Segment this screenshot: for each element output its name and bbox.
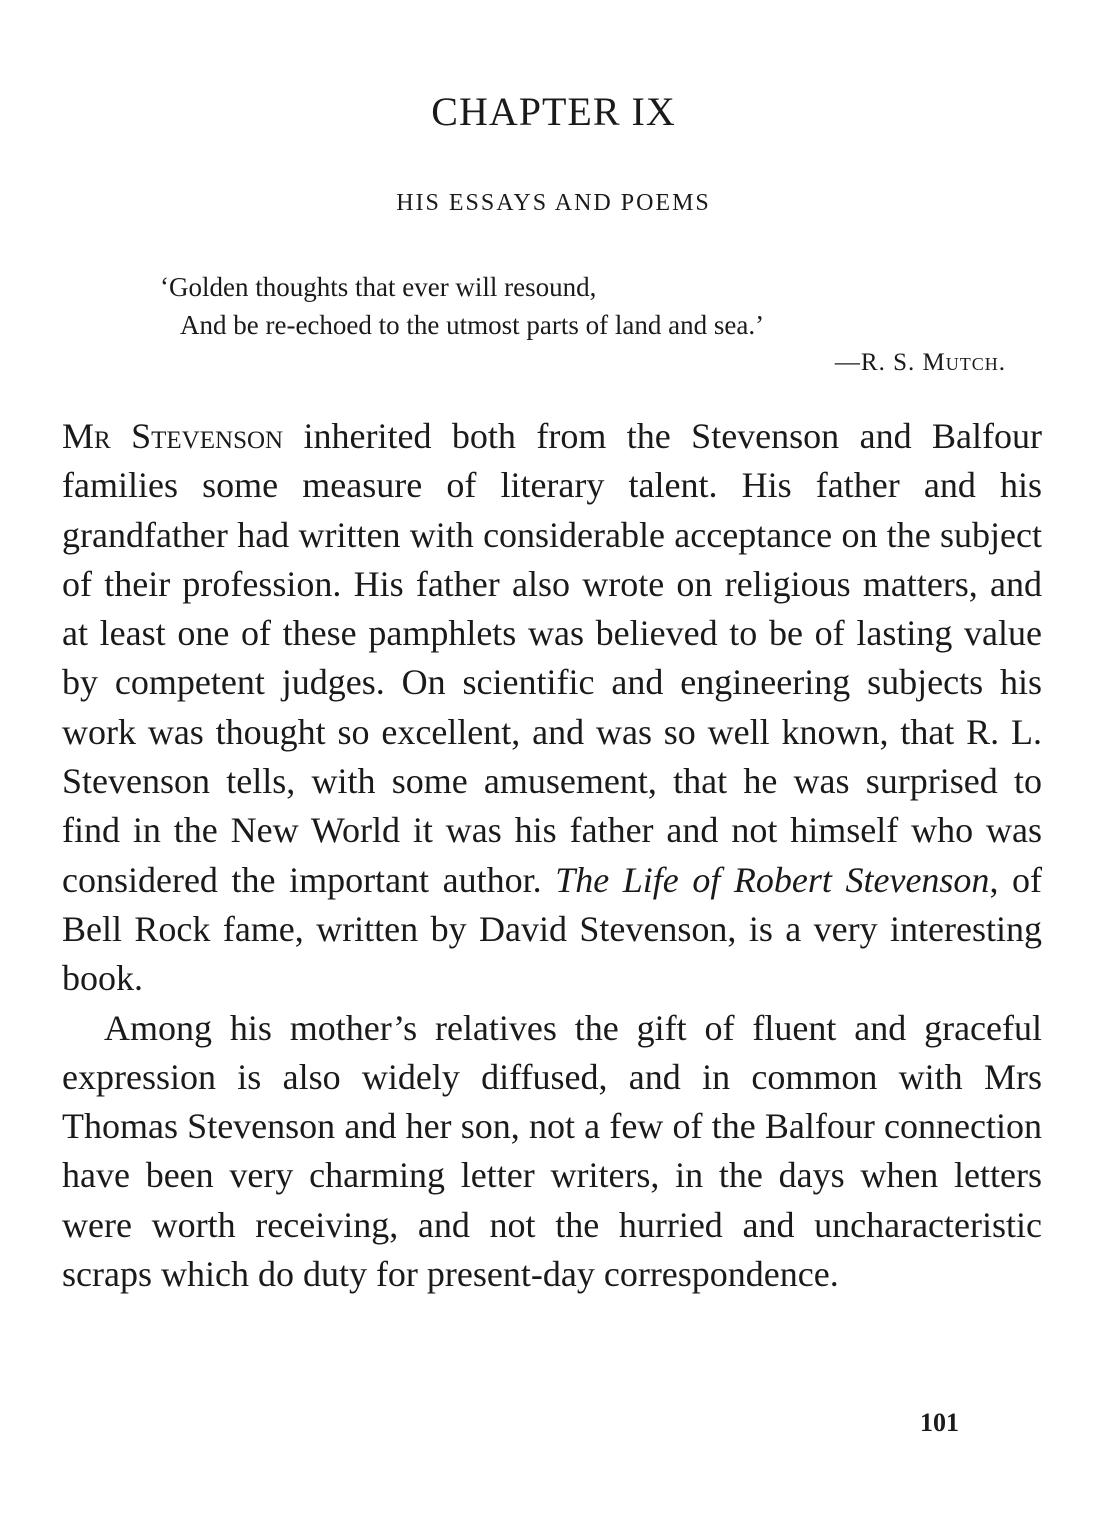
attribution-name: Mutch. xyxy=(922,349,1006,376)
chapter-subtitle: HIS ESSAYS AND POEMS xyxy=(396,190,711,216)
paragraph-1-lead: Mr Stevenson xyxy=(62,416,284,456)
epigraph-line-2: And be re-echoed to the utmost parts of land and sea.’ xyxy=(180,310,765,340)
page-number: 101 xyxy=(920,1408,959,1437)
chapter-title: CHAPTER IX xyxy=(431,89,676,134)
epigraph-line-1: ‘Golden thoughts that ever will resound, xyxy=(160,272,597,302)
attribution-prefix: —R. S. xyxy=(834,349,923,376)
epigraph-attribution xyxy=(160,344,1010,382)
body-text xyxy=(62,412,1042,1299)
paragraph-2: Among his mother’s relatives the gift of fluent and graceful expression is also widely diffused, and in common with Mrs Thomas Stevenson and her son, not a few of the Balfour connection have been very charming letter writers, in the days when letters were worth receiving, and not the hurried and uncharacteristic scraps which do duty for present-day correspondence. xyxy=(62,1007,1042,1295)
book-title: The Life of Robert Stevenson xyxy=(555,859,990,900)
paragraph-1-text: inherited both from the Stevenson and Balfour families some measure of literary talent. His father and his grandfather had written with considerable acceptance on the subject of their profession. His father also wrote on religious matters, and at least one of these pamphlets was believed to be of lasting value by competent judges. On scientific and engineering subjects his work was thought so excellent, and was so well known, that R. L. Stevenson tells, with some amusement, that he was surprised to find in the New World it was his father and not himself who was considered the important author. xyxy=(62,416,1042,900)
paragraph-1 xyxy=(62,412,1042,1004)
paragraph-1-tail: , of Bell Rock fame, written by David Stevenson, is a very interesting book. xyxy=(62,859,1043,999)
epigraph xyxy=(160,268,1010,382)
